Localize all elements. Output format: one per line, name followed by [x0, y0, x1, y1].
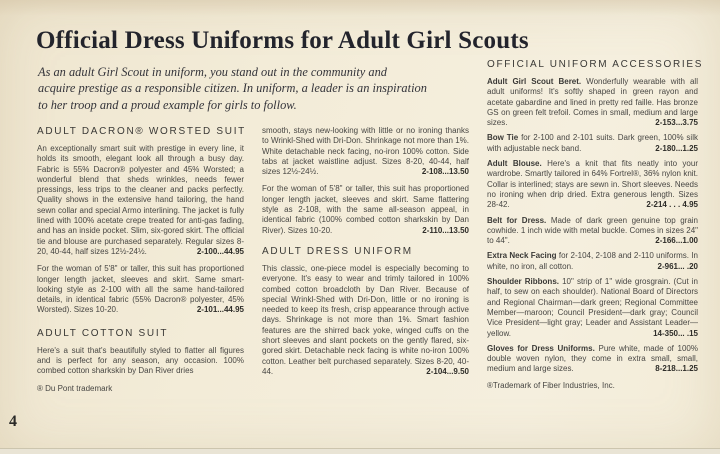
paragraph [37, 144, 244, 257]
column-accessories [487, 59, 704, 390]
accessory-text: Wonderfully wearable with all adult uniforms! It's softly shaped in green rayon and acetate gabardine and lined in pretty red faille. Has bronze GS on green felt trefoil. Comes in small, medium and large sizes. [487, 77, 698, 128]
accessory-item-bow-tie [487, 133, 698, 154]
catalog-code-price: 2-101...44.95 [196, 305, 244, 315]
section-heading-cotton-suit: ADULT COTTON SUIT [37, 327, 169, 339]
footnote-dupont: ® Du Pont trademark [37, 383, 113, 393]
catalog-code-price: 14-350... .15 [653, 328, 698, 338]
accessory-name: Belt for Dress. [487, 215, 547, 225]
accessory-text: for 2-104, 2-108 and 2-110 uniforms. In white, no iron, all cotton. [487, 251, 698, 271]
accessory-text: Pure white, made of 100% double woven nylon, they come in extra small, small, medium and large sizes. [487, 343, 698, 374]
column-middle [262, 126, 469, 384]
paragraph [37, 264, 244, 315]
accessory-text: Made of dark green genuine top grain cowhide. 1 inch wide with metal buckle. Comes in sizes 24" to 44". [487, 215, 698, 246]
paragraph [37, 346, 244, 377]
accessory-item-belt [487, 216, 698, 247]
page-number: 4 [9, 413, 17, 430]
catalog-code-price: 2-108...13.50 [421, 167, 469, 177]
column-left [37, 126, 244, 393]
intro-line: acquire prestige as a responsible citizen. In uniform, a leader is an inspiration [38, 81, 427, 96]
accessory-item-shoulder-ribbons [487, 277, 698, 339]
section-heading-dress-uniform: ADULT DRESS UNIFORM [262, 245, 413, 257]
accessory-name: Shoulder Ribbons. [487, 277, 559, 287]
accessory-item-beret [487, 77, 698, 128]
accessory-name: Adult Blouse. [487, 159, 542, 169]
accessory-text: 10" strip of 1" wide grosgrain. (Cut in half, to sew on each shoulder). National Board of Directors and Regional Chairman—dark green; Regional Committee Member—maroon; Council President—dark gray; Council Vice President—light gray; Leader and Assistant Leader—yellow. [487, 277, 698, 338]
catalog-code-price: 2-214 . . . 4.95 [646, 200, 698, 210]
paragraph-text: smooth, stays new-looking with little or no ironing thanks to Wrinkl-Shed with Dri-Don. Shrinkage not more than 1%. White detachable neck facing, no-iron 100% cotton. Side tabs at jacket waistline adjust. Sizes 8-20, 40-44, half sizes 12½-24½. [262, 126, 469, 177]
catalog-code-price: 2-104...9.50 [426, 366, 469, 376]
footnote-fiber-industries: ®Trademark of Fiber Industries, Inc. [487, 380, 615, 390]
catalog-code-price: 2-166...1.00 [655, 236, 698, 246]
catalog-code-price: 2-961... .20 [657, 261, 698, 271]
catalog-code-price: 2-110...13.50 [422, 225, 469, 235]
accessory-name: Adult Girl Scout Beret. [487, 77, 582, 86]
paragraph [262, 126, 469, 177]
paragraph-text: An exceptionally smart suit with prestige in every line, it holds its smooth, elegant look all through a busy day. Fabric is 55% Dacron® polyester and 45% Worsted; a wonderful blend that sheds wrinkles, needs fewer pressings, less trips to the cleaner and packs perfectly. Quality shows in the extensive hand tailoring, the hand sewn collar and special Armo interlining. The jacket is fully lined with 100% acetate crepe treated for anti-gas fading, and has an inside pocket. Slim, six-gored skirt. The official tie and blouse are purchased separately. Regular sizes 8-20, 40-44, half sizes 12½-24½. [37, 144, 244, 256]
paragraph-text: Here's a suit that's beautifully styled to flatter all figures and is perfect for any season, any occasion. 100% combed cotton sharkskin by Dan River dries [37, 345, 244, 376]
paragraph-text: For the woman of 5'8" or taller, this suit has proportioned longer length jacket, sleeves and skirt. Same smart-looking style as 2-100 with all the same hand-tailored details, in identical fabric (55% Dacron® polyester, 45% Worsted). Sizes 10-20. [37, 264, 244, 315]
accessory-item-gloves [487, 344, 698, 375]
accessory-name: Bow Tie [487, 133, 519, 143]
intro-line: to her troop and a proud example for girls to follow. [38, 97, 297, 112]
accessory-name: Extra Neck Facing [487, 251, 557, 261]
catalog-code-price: 2-100...44.95 [196, 246, 244, 256]
page-title: Official Dress Uniforms for Adult Girl Scouts [36, 27, 529, 54]
section-heading-dacron-worsted-suit: ADULT DACRON® WORSTED SUIT [37, 126, 246, 137]
section-heading-accessories: OFFICIAL UNIFORM ACCESSORIES [487, 59, 704, 70]
page-bottom-edge [0, 448, 720, 454]
paragraph [262, 264, 469, 377]
catalog-code-price: 8-218...1.25 [655, 364, 698, 374]
paragraph [262, 184, 469, 235]
accessory-item-blouse [487, 159, 698, 210]
accessory-text: for 2-100 and 2-101 suits. Dark green, 100% silk with adjustable neck band. [487, 133, 698, 153]
intro-line: As an adult Girl Scout in uniform, you stand out in the community and [38, 65, 387, 79]
catalog-code-price: 2-153...3.75 [655, 118, 698, 128]
intro-text [38, 64, 518, 113]
paragraph-text: This classic, one-piece model is especially becoming to everyone. It's easy to wear and trimly tailored in 100% combed cotton broadcloth by Dan River. Because of special Wrinkl-Shed with Dri-Don, little or no ironing is needed to keep its fresh, crisp appearance through active days. Shrinkage is not more than 1%. Smart fashion features are the shirred back yoke, winged cuffs on the short sleeves and slant pockets on the gently flared, six-gored skirt. Detachable neck facing is white no-iron 100% cotton. Leather belt purchased separately. Sizes 8-20, 40-44. [262, 263, 469, 376]
accessory-name: Gloves for Dress Uniforms. [487, 343, 595, 353]
paragraph-text: For the woman of 5'8" or taller, this suit has proportioned longer length jacket, sleeves and skirt. Same flattering style as 2-108, with the same all-season appeal, in identical fabric (100% combed cotton sharkskin by Dan River). Sizes 10-20. [262, 184, 469, 235]
accessory-text: Here's a knit that fits neatly into your wardrobe. Smartly tailored in 64% Fortrel®, 36% nylon knit. Collar is interlined; stays are sewn in. Short sleeves. Needs no ironing when drip dried. Extra generous length. Sizes 28-42. [487, 159, 698, 210]
catalog-code-price: 2-180...1.25 [655, 143, 698, 153]
accessory-item-neck-facing [487, 251, 698, 272]
